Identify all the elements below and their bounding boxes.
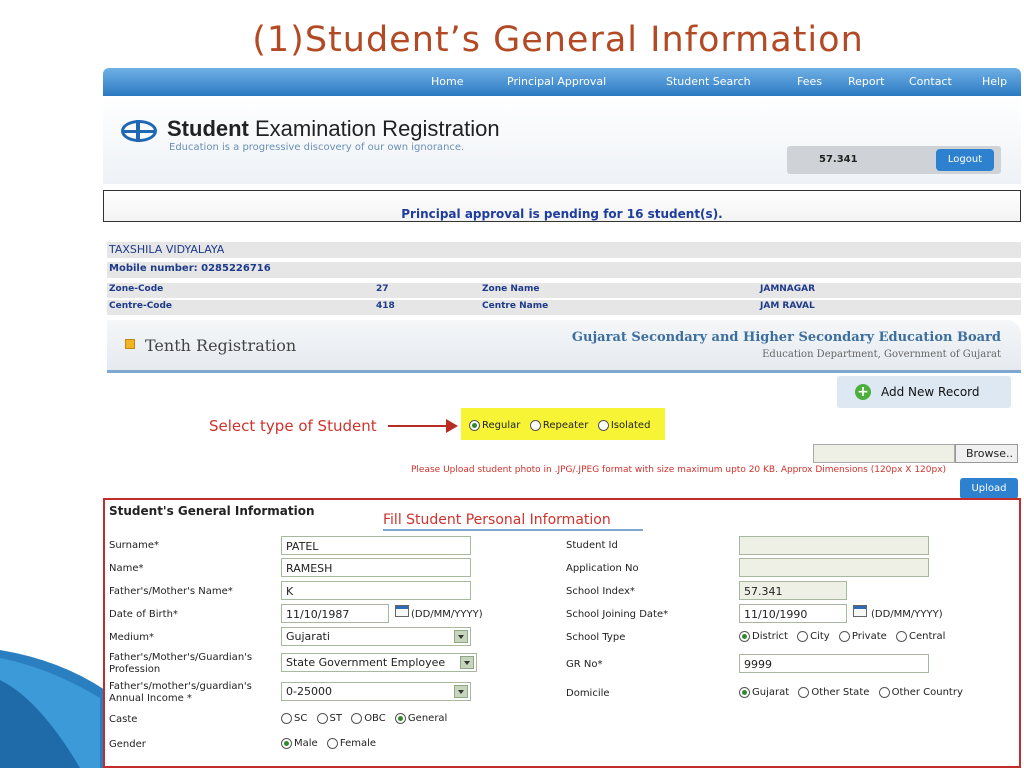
profession-label-line1: Father's/Mother's/Guardian's <box>109 652 253 663</box>
arrow-bullet-icon <box>125 339 135 349</box>
student-id-field[interactable] <box>739 536 929 555</box>
upload-button[interactable]: Upload <box>960 478 1018 499</box>
select-type-annotation: Select type of Student <box>209 417 377 435</box>
form-hint-annotation: Fill Student Personal Information <box>383 512 611 528</box>
income-value: 0-25000 <box>286 685 332 698</box>
user-id: 57.341 <box>819 154 858 165</box>
student-id-label: Student Id <box>566 540 618 551</box>
nav-report[interactable]: Report <box>848 75 885 88</box>
school-city-label: City <box>810 631 830 642</box>
radio-gender-female[interactable] <box>327 738 338 749</box>
gender-label: Gender <box>109 739 146 750</box>
caste-st-label: ST <box>329 713 342 724</box>
school-name-row <box>107 242 1021 258</box>
parent-name-label: Father's/Mother's Name* <box>109 586 233 597</box>
nav-help[interactable]: Help <box>982 75 1008 88</box>
school-central-label: Central <box>908 631 946 642</box>
domicile-options <box>739 687 969 699</box>
add-new-record-label: Add New Record <box>881 385 980 399</box>
school-private-label: Private <box>851 631 887 642</box>
plus-icon: + <box>855 384 871 400</box>
brand-title-bold: Student <box>167 116 249 141</box>
domicile-other-state-label: Other State <box>811 687 870 698</box>
caste-sc-label: SC <box>294 713 308 724</box>
income-select[interactable] <box>281 682 471 701</box>
chevron-down-icon <box>454 630 468 643</box>
domicile-label: Domicile <box>566 688 610 699</box>
medium-value: Gujarati <box>286 630 330 643</box>
radio-domicile-other-state[interactable] <box>798 687 809 698</box>
caste-label: Caste <box>109 714 138 725</box>
nav-home[interactable]: Home <box>431 75 464 88</box>
radio-caste-obc[interactable] <box>351 713 362 724</box>
dob-label: Date of Birth* <box>109 609 178 620</box>
logo-icon <box>121 120 157 142</box>
school-index-field[interactable]: 57.341 <box>739 581 847 600</box>
registration-title: Tenth Registration <box>145 336 297 355</box>
student-type-selector <box>461 408 665 440</box>
dob-field[interactable]: 11/10/1987 <box>281 604 389 623</box>
brand-tagline: Education is a progressive discovery of our own ignorance. <box>169 142 465 153</box>
photo-file-field[interactable] <box>813 444 955 463</box>
surname-label: Surname* <box>109 540 159 551</box>
upload-note: Please Upload student photo in .JPG/.JPEG format with size maximum upto 20 KB. Approx Dimensions (120px X 120px) <box>411 465 947 475</box>
radio-school-city[interactable] <box>797 631 808 642</box>
medium-select[interactable] <box>281 627 471 646</box>
divider <box>383 529 643 531</box>
annotation-arrow-line <box>388 425 448 427</box>
top-navigation-bar <box>103 68 1021 96</box>
registration-bar <box>107 320 1021 373</box>
pending-approval-notice <box>103 190 1021 222</box>
name-label: Name* <box>109 563 144 574</box>
radio-caste-sc[interactable] <box>281 713 292 724</box>
add-new-record-button[interactable] <box>837 376 1011 408</box>
board-subtitle: Education Department, Government of Gujarat <box>762 349 1001 360</box>
calendar-icon[interactable] <box>395 605 409 617</box>
nav-contact[interactable]: Contact <box>909 75 952 88</box>
dob-format: (DD/MM/YYYY) <box>411 609 483 620</box>
application-no-field[interactable] <box>739 558 929 577</box>
profession-value: State Government Employee <box>286 656 446 669</box>
centre-name: JAM RAVAL <box>760 301 815 311</box>
application-no-label: Application No <box>566 563 639 574</box>
zone-name-label: Zone Name <box>482 284 540 294</box>
decorative-wave-shape <box>0 640 105 768</box>
brand-title-rest: Examination Registration <box>248 116 500 141</box>
radio-isolated-label: Isolated <box>610 419 651 431</box>
chevron-down-icon <box>460 656 474 669</box>
income-label-line2: Annual Income * <box>109 693 192 704</box>
caste-general-label: General <box>407 713 448 724</box>
arrow-right-icon <box>446 419 458 433</box>
school-type-label: School Type <box>566 632 626 643</box>
profession-label-line2: Profession <box>109 664 161 675</box>
domicile-gujarat-label: Gujarat <box>752 687 790 698</box>
nav-fees[interactable]: Fees <box>797 75 822 88</box>
radio-repeater[interactable] <box>530 420 541 431</box>
gender-female-label: Female <box>339 738 377 749</box>
form-title: Student's General Information <box>109 504 315 518</box>
name-field[interactable]: RAMESH <box>281 558 471 577</box>
caste-obc-label: OBC <box>364 713 386 724</box>
radio-isolated[interactable] <box>598 420 609 431</box>
nav-student-search[interactable]: Student Search <box>666 75 751 88</box>
gr-no-field[interactable]: 9999 <box>739 654 929 673</box>
surname-field[interactable]: PATEL <box>281 536 471 555</box>
profession-label <box>109 652 252 676</box>
brand-title <box>167 116 500 142</box>
general-information-form <box>103 498 1021 768</box>
radio-caste-general[interactable] <box>395 713 406 724</box>
zone-code-label: Zone-Code <box>109 284 164 294</box>
radio-school-private[interactable] <box>839 631 850 642</box>
school-mobile: Mobile number: 0285226716 <box>109 263 271 274</box>
radio-domicile-other-country[interactable] <box>879 687 890 698</box>
school-mobile-row <box>107 262 1021 278</box>
radio-school-central[interactable] <box>896 631 907 642</box>
zone-name: JAMNAGAR <box>760 284 816 294</box>
medium-label: Medium* <box>109 632 154 643</box>
domicile-other-country-label: Other Country <box>891 687 963 698</box>
app-window <box>103 68 1021 768</box>
gender-male-label: Male <box>294 738 318 749</box>
centre-row <box>107 300 1021 315</box>
board-name: Gujarat Secondary and Higher Secondary Education Board <box>571 330 1001 345</box>
school-index-label: School Index* <box>566 586 635 597</box>
centre-code: 418 <box>376 301 395 311</box>
nav-principal-approval[interactable]: Principal Approval <box>507 75 607 88</box>
gr-no-label: GR No* <box>566 659 603 670</box>
zone-row <box>107 283 1021 298</box>
centre-name-label: Centre Name <box>482 301 549 311</box>
chevron-down-icon <box>454 685 468 698</box>
radio-regular[interactable] <box>469 420 480 431</box>
calendar-icon[interactable] <box>853 605 867 617</box>
radio-caste-st[interactable] <box>317 713 328 724</box>
radio-repeater-label: Repeater <box>542 419 589 431</box>
radio-regular-label: Regular <box>482 419 521 431</box>
parent-name-field[interactable]: K <box>281 581 471 600</box>
joining-date-field[interactable]: 11/10/1990 <box>739 604 847 623</box>
income-label-line1: Father's/mother's/guardian's <box>109 681 252 692</box>
joining-date-format: (DD/MM/YYYY) <box>871 609 943 620</box>
browse-button[interactable]: Browse.. <box>955 444 1018 463</box>
joining-date-label: School Joining Date* <box>566 609 669 620</box>
logout-button[interactable]: Logout <box>936 149 994 171</box>
radio-domicile-gujarat[interactable] <box>739 687 750 698</box>
profession-select[interactable] <box>281 653 477 672</box>
school-type-options <box>739 631 951 643</box>
user-box <box>787 146 1001 174</box>
slide-title: (1)Student’s General Information <box>252 20 864 60</box>
school-name: TAXSHILA VIDYALAYA <box>109 243 225 256</box>
school-district-label: District <box>752 631 788 642</box>
income-label <box>109 681 252 705</box>
zone-code: 27 <box>376 284 389 294</box>
centre-code-label: Centre-Code <box>109 301 173 311</box>
notice-text: Principal approval is pending for 16 student(s). <box>401 207 723 221</box>
caste-options <box>281 713 453 725</box>
radio-school-district[interactable] <box>739 631 750 642</box>
radio-gender-male[interactable] <box>281 738 292 749</box>
gender-options <box>281 738 382 750</box>
